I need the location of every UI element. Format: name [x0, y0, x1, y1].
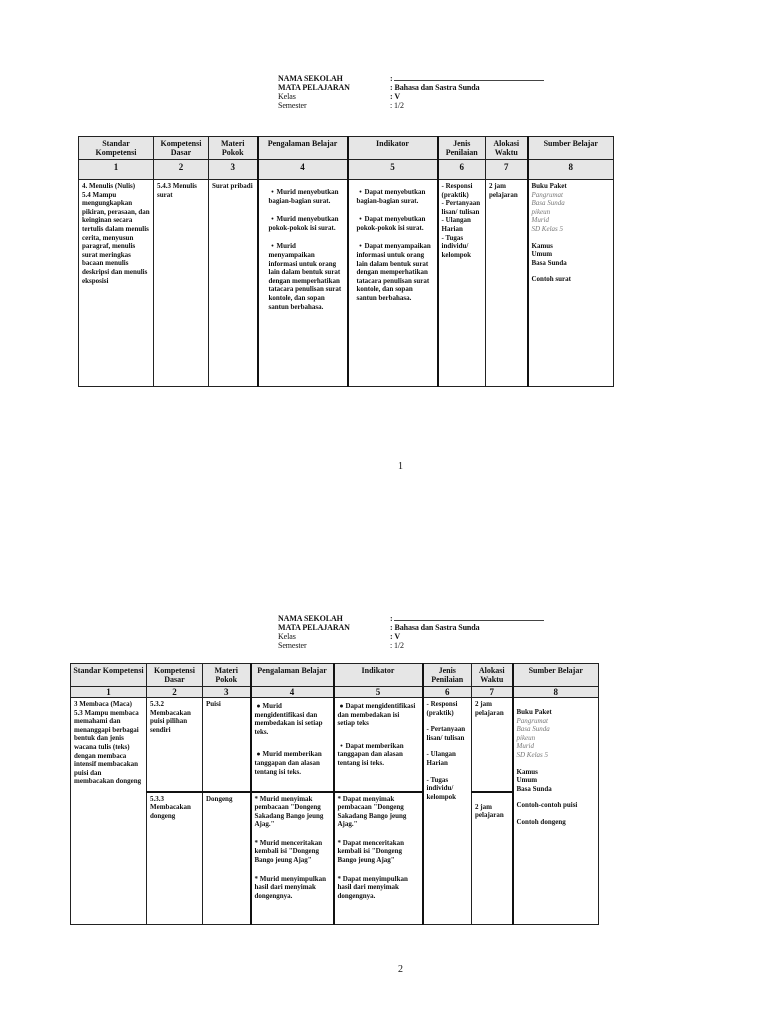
book-title-line: Basa Sunda	[516, 725, 550, 734]
book-title-line: Pangrumat	[516, 716, 548, 725]
cell-materi-pokok: Dongeng	[203, 792, 251, 925]
cell-alokasi-waktu: 2 jam pelajaran	[472, 698, 513, 792]
cell-pengalaman-belajar	[258, 180, 348, 387]
list-item: - Tugas individu/ kelompok	[441, 233, 472, 259]
bullet-icon: •	[359, 242, 362, 251]
col-header-alokasi-waktu: Alokasi Waktu	[486, 137, 528, 160]
list-item: • Dapat menyampaikan informasi untuk orang lain dalam bentuk surat dengan memperhatikan tatacara penulisan surat kontole, dan sopan santun berbahasa.	[356, 242, 431, 302]
cell-indikator	[334, 792, 423, 925]
cell-jenis-penilaian	[438, 180, 486, 387]
list-item: - Responsi (praktik)	[426, 700, 458, 717]
asterisk-icon: *	[337, 794, 343, 803]
page-number: 1	[398, 461, 403, 472]
list-item: * Murid menyimak pembacaan "Dongeng Sakadang Bango jeung Ajag."	[254, 794, 324, 829]
col-header-jenis-penilaian: Jenis Penilaian	[423, 664, 472, 687]
nama-sekolah-label: NAMA SEKOLAH	[278, 614, 343, 623]
list-item: - Tugas individu/ kelompok	[426, 775, 457, 801]
list-item: - Pertanyaan lisan/ tulisan	[426, 725, 466, 742]
cell-standar-kompetensi	[71, 698, 147, 925]
table-row	[79, 180, 614, 387]
kamus-line: Umum	[516, 776, 538, 785]
bullet-icon: ●	[339, 702, 344, 710]
sk-title: 3 Membaca (Maca)	[74, 700, 132, 708]
kelas-label: Kelas	[278, 632, 296, 641]
list-item: - Responsi (praktik)	[441, 182, 473, 199]
col-number: 7	[486, 160, 528, 180]
kamus-line: Kamus	[531, 241, 553, 250]
list-item: • Dapat menyebutkan pokok-pokok isi surat.	[356, 215, 426, 232]
cell-sumber-belajar	[528, 180, 614, 387]
list-item: * Dapat menyimak pembacaan "Dongeng Sakadang Bango jeung Ajag."	[337, 794, 407, 829]
col-header-materi-pokok: Materi Pokok	[203, 664, 251, 687]
table-row	[71, 698, 599, 792]
list-item: • Dapat memberikan tanggapan dan alasan tentang isi teks.	[337, 741, 404, 767]
list-item: • Murid menyebutkan bagian-bagian surat.	[268, 188, 339, 205]
cell-kompetensi-dasar: 5.3.2 Membacakan puisi pilihan sendiri	[147, 698, 203, 792]
mata-pelajaran-label: MATA PELAJARAN	[278, 623, 350, 632]
cell-indikator	[348, 180, 438, 387]
kamus-line: Basa Sunda	[531, 258, 567, 267]
header-row	[71, 664, 599, 687]
cell-kompetensi-dasar: 5.3.3 Membacakan dongeng	[147, 792, 203, 925]
col-header-alokasi-waktu: Alokasi Waktu	[472, 664, 513, 687]
cell-alokasi-waktu: 2 jam pelajaran	[472, 792, 513, 925]
list-item: ● Murid mengidentifikasi dan membedakan isi setiap teks.	[254, 702, 323, 736]
cell-jenis-penilaian	[423, 698, 472, 925]
col-header-pengalaman-belajar: Pengalaman Belajar	[258, 137, 348, 160]
page-number: 2	[398, 964, 403, 975]
cell-alokasi-waktu: 2 jam pelajaran	[486, 180, 528, 387]
col-number: 8	[528, 160, 614, 180]
bullet-icon: •	[359, 215, 362, 224]
cell-sumber-belajar	[513, 698, 599, 925]
col-header-sumber-belajar: Sumber Belajar	[528, 137, 614, 160]
bullet-icon: •	[359, 188, 362, 196]
semester-value: : 1/2	[390, 101, 404, 110]
page2-header-info	[278, 614, 578, 654]
col-number: 6	[423, 687, 472, 698]
col-header-materi-pokok: Materi Pokok	[209, 137, 258, 160]
buku-paket: Buku Paket	[516, 708, 552, 716]
col-header-sumber-belajar: Sumber Belajar	[513, 664, 599, 687]
col-number: 2	[154, 160, 209, 180]
sk-text: 5.3 Mampu membaca memahami dan menanggapi berbagai bentuk dan jenis wacana tulis (teks) dengan membaca intensif membacakan puisi dan membacakan dongeng	[74, 708, 142, 786]
contoh-surat: Contoh surat	[531, 275, 571, 284]
col-number: 3	[209, 160, 258, 180]
col-header-pengalaman-belajar: Pengalaman Belajar	[251, 664, 334, 687]
cell-standar-kompetensi	[79, 180, 154, 387]
nama-sekolah-label: NAMA SEKOLAH	[278, 74, 343, 83]
bullet-icon: •	[271, 215, 274, 224]
list-item: • Dapat menyebutkan bagian-bagian surat.	[356, 188, 426, 205]
number-row	[71, 687, 599, 698]
semester-value: : 1/2	[390, 641, 404, 650]
buku-paket: Buku Paket	[531, 182, 567, 190]
col-header-jenis-penilaian: Jenis Penilaian	[438, 137, 486, 160]
list-item: - Pertanyaan lisan/ tulisan	[441, 199, 481, 216]
asterisk-icon: *	[254, 874, 260, 883]
col-number: 7	[472, 687, 513, 698]
kamus-line: Basa Sunda	[516, 784, 552, 793]
col-number: 5	[348, 160, 438, 180]
cell-pengalaman-belajar	[251, 698, 334, 792]
col-number: 4	[258, 160, 348, 180]
col-header-standar-kompetensi: Standar Kompetensi	[71, 664, 147, 687]
asterisk-icon: *	[254, 794, 260, 803]
col-number: 6	[438, 160, 486, 180]
bullet-icon: •	[271, 188, 274, 196]
kamus-line: Umum	[531, 250, 553, 259]
col-number: 2	[147, 687, 203, 698]
book-title-line: SD Kelas 5	[516, 750, 548, 759]
bullet-icon: •	[340, 741, 343, 750]
col-number: 8	[513, 687, 599, 698]
mata-pelajaran-value: : Bahasa dan Sastra Sunda	[390, 83, 480, 92]
bullet-icon: ●	[256, 750, 261, 759]
nama-sekolah-value: :	[390, 614, 544, 623]
asterisk-icon: *	[337, 838, 343, 847]
kelas-value: : V	[390, 632, 400, 641]
header-row	[79, 137, 614, 160]
contoh-puisi: Contoh-contoh puisi	[516, 801, 578, 810]
col-header-kompetensi-dasar: Kompetensi Dasar	[154, 137, 209, 160]
list-item: - Ulangan Harian	[426, 750, 456, 767]
book-title-line: SD Kelas 5	[531, 224, 563, 233]
col-number: 5	[334, 687, 423, 698]
contoh-dongeng: Contoh dongeng	[516, 817, 566, 826]
page1-header-info	[278, 74, 578, 114]
book-title-line: Murid	[516, 742, 534, 751]
cell-kompetensi-dasar: 5.4.3 Menulis surat	[154, 180, 209, 387]
list-item: • Murid menyampaikan informasi untuk orang lain dalam bentuk surat dengan memperhatikan tatacara penulisan surat kontole, dan sopan santun berbahasa.	[268, 242, 342, 311]
col-number: 1	[79, 160, 154, 180]
cell-materi-pokok: Puisi	[203, 698, 251, 792]
kelas-label: Kelas	[278, 92, 296, 101]
list-item: • Murid menyebutkan pokok-pokok isi surat.	[268, 215, 339, 232]
nama-sekolah-value: :	[390, 74, 544, 83]
semester-label: Semester	[278, 641, 307, 650]
list-item: * Murid menceritakan kembali isi "Dongeng Bango jeung Ajag"	[254, 838, 323, 865]
col-header-kompetensi-dasar: Kompetensi Dasar	[147, 664, 203, 687]
number-row	[79, 160, 614, 180]
list-item: * Murid menyimpulkan hasil dari menyimak dongengnya.	[254, 874, 327, 900]
book-title-line: Pangrumat	[531, 190, 563, 199]
list-item: ● Murid memberikan tanggapan dan alasan tentang isi teks.	[254, 750, 322, 776]
asterisk-icon: *	[337, 874, 343, 883]
sk-title: 4. Menulis (Nulis)	[82, 182, 136, 190]
col-header-indikator: Indikator	[334, 664, 423, 687]
bullet-icon: •	[271, 242, 274, 251]
col-header-standar-kompetensi: Standar Kompetensi	[79, 137, 154, 160]
kelas-value: : V	[390, 92, 400, 101]
list-item: - Ulangan Harian	[441, 216, 471, 233]
col-number: 3	[203, 687, 251, 698]
mata-pelajaran-value: : Bahasa dan Sastra Sunda	[390, 623, 480, 632]
mata-pelajaran-label: MATA PELAJARAN	[278, 83, 350, 92]
kamus-line: Kamus	[516, 767, 538, 776]
semester-label: Semester	[278, 101, 307, 110]
cell-pengalaman-belajar	[251, 792, 334, 925]
book-title-line: Murid	[531, 216, 549, 225]
col-number: 4	[251, 687, 334, 698]
asterisk-icon: *	[254, 838, 260, 847]
cell-indikator	[334, 698, 423, 792]
sk-text: 5.4 Mampu mengungkapkan pikiran, perasaan, dan keinginan secara tertulis dalam menulis cerita, menyusun paragraf, menulis surat meringkas bacaan menulis deskripsi dan menulis eksposisi	[82, 190, 150, 285]
page2-syllabus-table	[70, 663, 599, 925]
list-item: ● Dapat mengidentifikasi dan membedakan isi setiap teks	[337, 702, 416, 728]
list-item: * Dapat menceritakan kembali isi "Dongeng Bango jeung Ajag"	[337, 838, 404, 865]
bullet-icon: ●	[256, 702, 261, 710]
book-title-line: pikeun	[531, 207, 551, 216]
cell-materi-pokok: Surat pribadi	[209, 180, 258, 387]
col-number: 1	[71, 687, 147, 698]
list-item: * Dapat menyimpulkan hasil dari menyimak dongengnya.	[337, 874, 408, 900]
page1-syllabus-table	[78, 136, 614, 387]
book-title-line: Basa Sunda	[531, 199, 565, 208]
col-header-indikator: Indikator	[348, 137, 438, 160]
book-title-line: pikeun	[516, 733, 536, 742]
